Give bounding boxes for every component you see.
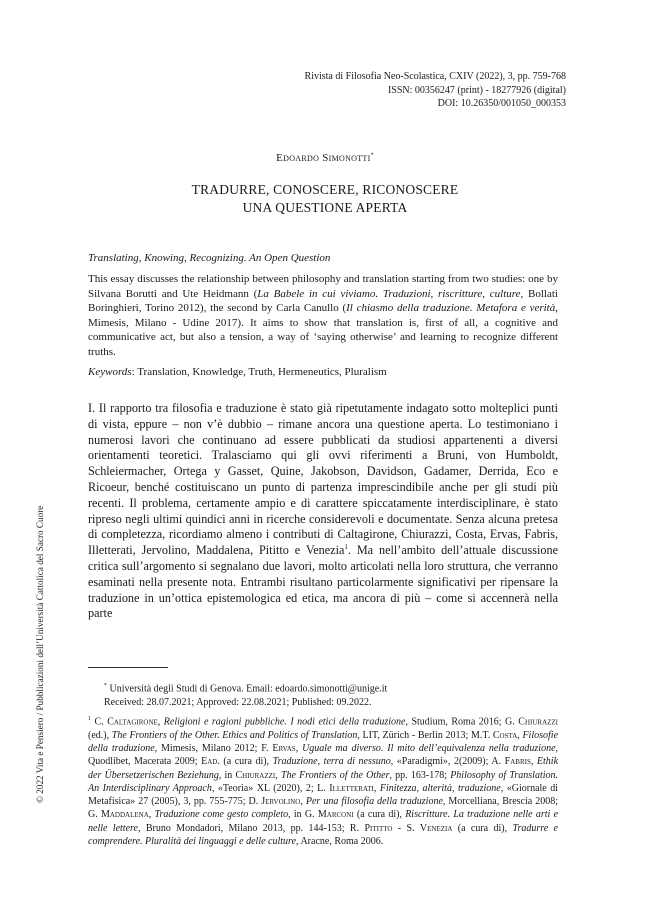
body-text-1: I. Il rapporto tra filosofia e traduzione è stato già ripetutamente indagato sotto molteplici punti di vista, eppure – non v’è dubbio – rimane ancora una questione aperta. Lo testimoniano i numerosi lavori che continuano ad essere pubblicati da studiosi appartenenti a diversi orientamenti teoretici. Tralasciamo qui gli ovvi riferimenti a Bruni, von Humboldt, Schleiermacher, Ortega y Gasset, Quine, Jakobson, Davidson, Gadamer, Derrida, Eco e Ricoeur, benché costituiscano un punto di partenza imprescindibile anche per gli studi più recenti. Il problema, certamente ampio e di carattere spiccatamente interdisciplinare, è stato ripreso negli ultimi quindici anni in ricerche considerevoli e documentate. Senza alcuna pretesa di completezza, ricordiamo almeno i contributi di Caltagirone, Chiurazzi, Costa, Ervas, Fabris, Illetterati, Jervolino, Maddalena, Pititto e Venezia bbox=[88, 401, 558, 558]
affiliation-dates: Received: 28.07.2021; Approved: 22.08.2021; Published: 09.2022. bbox=[104, 696, 372, 708]
affiliation-text: Università degli Studi di Genova. Email: edoardo.simonotti@unige.it bbox=[109, 683, 388, 695]
fn-text: , LIT, Zürich - Berlin 2013; M.T. bbox=[357, 729, 493, 741]
fn-text: , Bruno Mondadori, Milano 2013, pp. 144-153; R. bbox=[137, 822, 365, 834]
fn-author: Maddalena bbox=[100, 809, 149, 821]
keywords-label: Keywords bbox=[88, 366, 132, 378]
article-title-line1: TRADURRE, CONOSCERE, RICONOSCERE bbox=[191, 182, 459, 197]
fn-text: , bbox=[530, 756, 537, 768]
journal-issn: ISSN: 00356247 (print) - 18277926 (digital) bbox=[387, 84, 566, 96]
fn-author: Fabris bbox=[504, 756, 531, 768]
fn-text: , bbox=[295, 742, 303, 754]
footnote-marker: 1 bbox=[88, 716, 91, 722]
fn-text: C. bbox=[94, 716, 108, 728]
fn-text: , Aracne, Roma 2006. bbox=[296, 836, 384, 847]
fn-author: Costa bbox=[492, 729, 518, 741]
fn-work-title: Philosophy of Translation. An Interdisciplinary Approach bbox=[88, 769, 559, 794]
fn-text: , «Giornale di Metafisica» 27 (2005), 3, pp. 755-775; D. bbox=[88, 782, 559, 808]
fn-text: , pp. 163-178; bbox=[389, 769, 451, 781]
fn-author: Caltagirone bbox=[107, 716, 158, 728]
fn-work-title: Traduzione come gesto completo bbox=[154, 809, 289, 821]
affiliation-email-line bbox=[104, 680, 558, 696]
author-name-text: Edoardo Simonotti bbox=[276, 152, 371, 164]
fn-work-title: Filosofie della traduzione bbox=[88, 729, 559, 754]
abstract-book-title-1: La Babele in cui viviamo. Traduzioni, riscritture, culture bbox=[257, 287, 521, 300]
journal-citation: Rivista di Filosofia Neo-Scolastica, CXIV (2022), 3, pp. 759-768 bbox=[304, 71, 566, 82]
fn-text: (a cura di), bbox=[353, 809, 406, 821]
abstract bbox=[88, 272, 558, 360]
fn-text: , bbox=[275, 769, 281, 781]
fn-text: (ed.), bbox=[88, 729, 112, 741]
fn-author: Jervolino bbox=[261, 796, 301, 808]
fn-work-title: Ethik der Übersetzerischen Beziehung bbox=[88, 756, 559, 781]
fn-text: (a cura di), bbox=[219, 756, 273, 768]
fn-text: , Studium, Roma 2016; G. bbox=[405, 716, 519, 728]
abstract-text-2: , Bollati Boringhieri, Torino 2012), the second by Carla Canullo ( bbox=[88, 287, 558, 315]
fn-text: , in bbox=[218, 769, 236, 781]
fn-text: , Morcelliana, Brescia 2008; G. bbox=[88, 796, 559, 821]
abstract-book-title-2: Il chiasmo della traduzione. Metafora e verità bbox=[346, 302, 556, 315]
keywords bbox=[88, 366, 558, 378]
body-text-2: . Ma nell’ambito dell’attuale discussione critica sull’argomento si segnalano due lavori, molto articolati nella loro struttura, che verranno esaminati nella presente nota. Entrambi risultano particolarmente significativi per ripensare la traduzione in un’ottica epistemologica ed etica, ma ancora di più – come si accennerà nella parte bbox=[88, 543, 558, 621]
copyright-notice: © 2022 Vita e Pensiero / Pubblicazioni dell’Università Cattolica del Sacro Cuore bbox=[35, 505, 45, 803]
fn-author: Chiurazzi bbox=[518, 716, 559, 728]
author-name bbox=[0, 152, 650, 164]
fn-work-title: Finitezza, alterità, traduzione bbox=[379, 782, 501, 794]
fn-text: , bbox=[300, 796, 306, 808]
fn-text: , bbox=[373, 782, 380, 794]
fn-text: , «Paradigmi», 2(2009); A. bbox=[390, 756, 505, 768]
body-paragraph bbox=[88, 401, 558, 622]
fn-work-title: Traduzione, terra di nessuno bbox=[272, 756, 391, 768]
fn-text: , Quodlibet, Macerata 2009; bbox=[88, 742, 559, 768]
article-title-line2: UNA QUESTIONE APERTA bbox=[242, 200, 408, 215]
fn-text: , «Teoria» XL (2020), 2; L. bbox=[211, 782, 330, 794]
journal-header bbox=[305, 70, 566, 111]
affiliation-marker: * bbox=[104, 683, 107, 689]
fn-text: , bbox=[517, 729, 523, 741]
english-title: Translating, Knowing, Recognizing. An Open Question bbox=[88, 252, 331, 264]
fn-author: Venezia bbox=[419, 822, 453, 834]
fn-text: , bbox=[148, 809, 155, 821]
article-title bbox=[0, 181, 650, 217]
keywords-list: : Translation, Knowledge, Truth, Hermeneutics, Pluralism bbox=[131, 366, 387, 378]
fn-author: Marconi bbox=[317, 809, 354, 821]
fn-work-title: The Frontiers of the Other bbox=[280, 769, 390, 781]
fn-author: Pititto bbox=[364, 822, 393, 834]
fn-work-title: Per una filosofia della traduzione bbox=[305, 796, 443, 808]
fn-work-title: Uguale ma diverso. Il mito dell’equivalenza nella traduzione bbox=[302, 742, 556, 754]
fn-work-title: Tradurre e comprendere. Pluralità dei linguaggi e delle culture bbox=[88, 822, 558, 847]
fn-work-title: The Frontiers of the Other. Ethics and Politics of Translation bbox=[111, 729, 358, 741]
footnote-1 bbox=[88, 713, 558, 848]
fn-text: , in G. bbox=[288, 809, 318, 821]
footnote-reference: 1 bbox=[344, 543, 348, 552]
author-footnote-marker: * bbox=[370, 152, 374, 159]
fn-text: (a cura di), bbox=[452, 822, 513, 834]
abstract-text-1: This essay discusses the relationship between philosophy and translation starting from two studies: one by Silvana Borutti and Ute Heidmann ( bbox=[88, 273, 558, 300]
abstract-text-3: , Mimesis, Milano - Udine 2017). It aims to show that translation is, first of all, a cognitive and communicative act, but also a tension, a way of ‘saying otherwise’ and learning to recognize different truths. bbox=[88, 302, 558, 358]
fn-work-title: Riscritture. La traduzione nelle arti e nelle lettere bbox=[88, 809, 559, 834]
fn-text: - S. bbox=[392, 822, 420, 834]
footnote-divider bbox=[88, 667, 168, 668]
fn-author: Ervas bbox=[272, 742, 296, 754]
fn-author: Chiurazzi bbox=[235, 769, 276, 781]
fn-author: Illetterati bbox=[329, 782, 374, 794]
author-affiliation bbox=[104, 680, 558, 709]
fn-text: , bbox=[157, 716, 164, 728]
journal-doi: DOI: 10.26350/001050_000353 bbox=[437, 98, 566, 109]
fn-text: , Mimesis, Milano 2012; F. bbox=[154, 742, 273, 754]
fn-work-title: Religioni e ragioni pubbliche. I nodi etici della traduzione bbox=[163, 716, 406, 728]
fn-author: Ead. bbox=[201, 756, 220, 768]
